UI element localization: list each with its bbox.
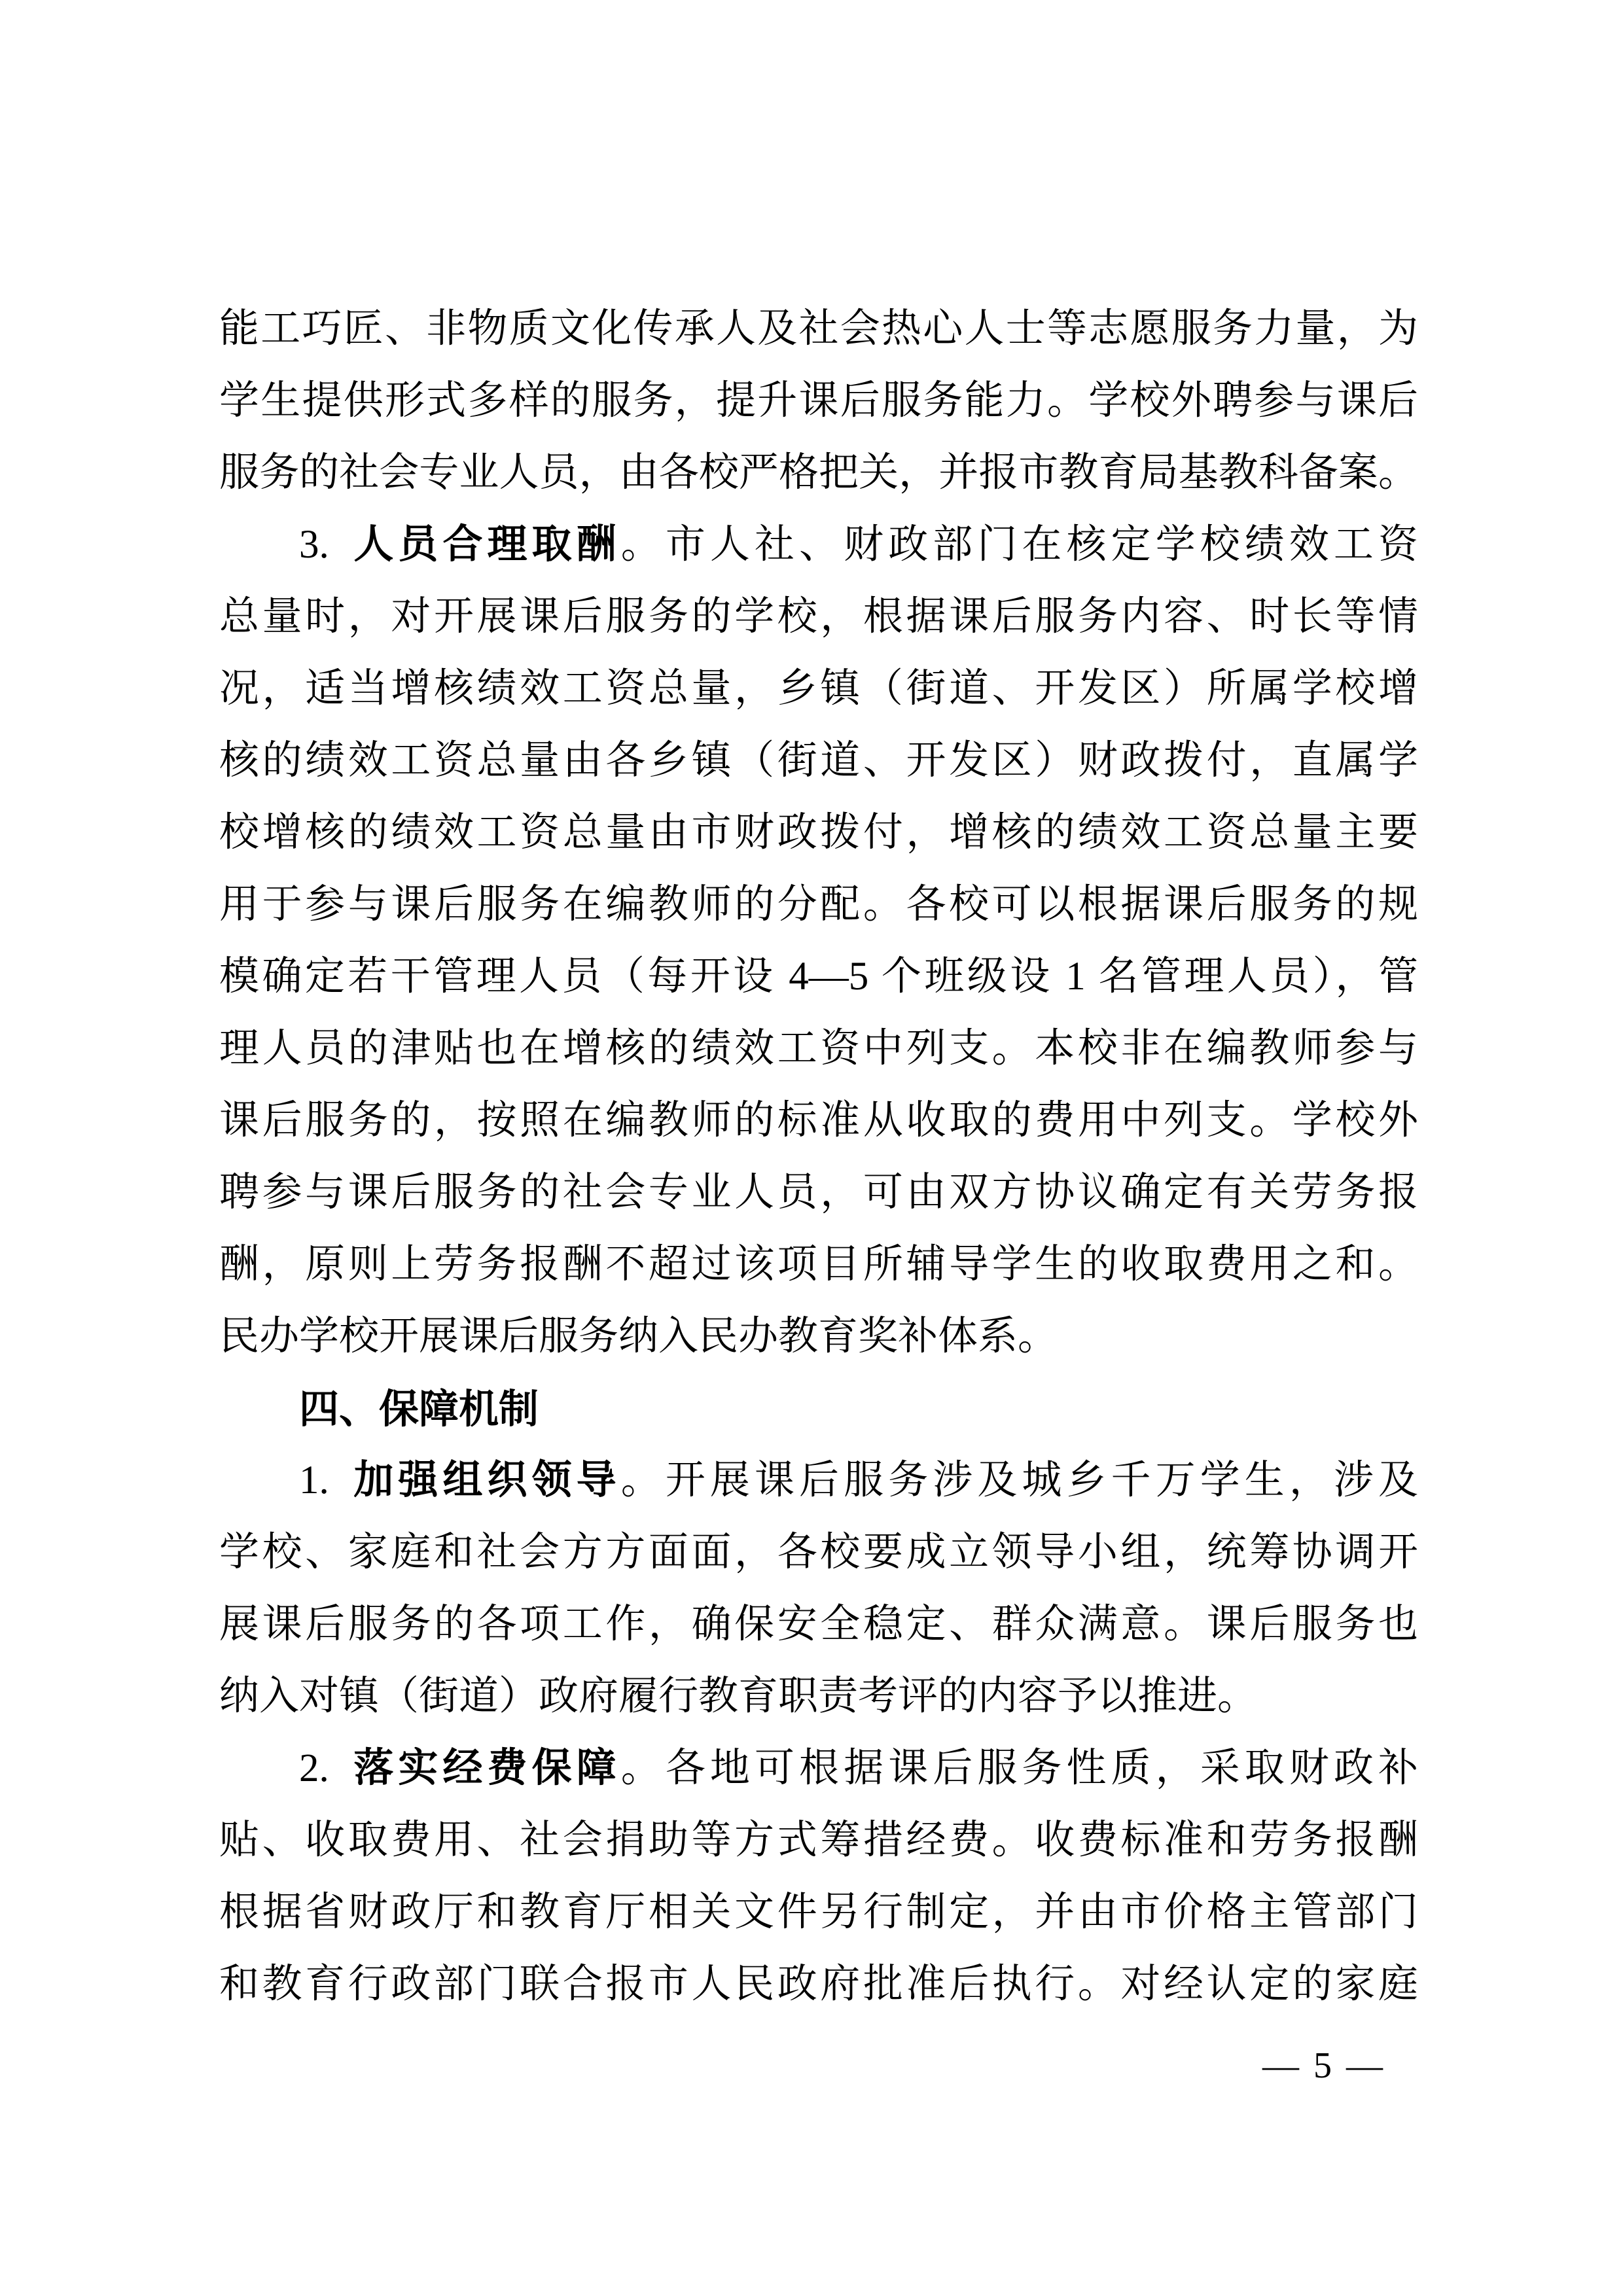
text-line (219, 1085, 1418, 1157)
body-text: 民办学校开展课后服务纳入民办教育奖补体系。 (219, 1315, 1058, 1358)
body-text: 。市人社、财政部门在核定学校绩效工资 (620, 523, 1418, 567)
text-line (219, 1229, 1418, 1301)
text-line (219, 653, 1418, 725)
text-line (219, 869, 1418, 941)
body-text: 1. (299, 1458, 349, 1502)
body-text: 学生提供形式多样的服务，提升课后服务能力。学校外聘参与课后 (219, 379, 1418, 423)
text-line (219, 1805, 1418, 1877)
body-text: 纳入对镇（街道）政府履行教育职责考评的内容予以推进。 (219, 1674, 1258, 1718)
body-text: 2. (299, 1746, 349, 1790)
body-text: 和教育行政部门联合报市人民政府批准后执行。对经认定的家庭 (219, 1962, 1418, 2006)
text-line (219, 1661, 1418, 1733)
body-text: 理人员的津贴也在增核的绩效工资中列支。本校非在编教师参与 (219, 1027, 1418, 1070)
body-text: 贴、收取费用、社会捐助等方式筹措经费。收费标准和劳务报酬 (219, 1818, 1418, 1862)
body-text: 。开展课后服务涉及城乡千万学生，涉及 (620, 1458, 1418, 1502)
body-text: 酬，原则上劳务报酬不超过该项目所辅导学生的收取费用之和。 (219, 1243, 1418, 1286)
body-text: 用于参与课后服务在编教师的分配。各校可以根据课后服务的规 (219, 883, 1418, 927)
body-text: 学校、家庭和社会方方面面，各校要成立领导小组，统筹协调开 (219, 1530, 1418, 1574)
text-line (219, 293, 1418, 365)
text-line (219, 1157, 1418, 1229)
text-line (219, 509, 1418, 581)
emphasized-text: 人员合理取酬 (349, 523, 621, 567)
text-line (219, 1589, 1418, 1661)
body-text: 3. (299, 523, 349, 567)
text-line (219, 1013, 1418, 1085)
emphasized-text: 四、保障机制 (299, 1386, 539, 1431)
section-heading (219, 1373, 1418, 1445)
body-text: 服务的社会专业人员，由各校严格把关，并报市教育局基教科备案。 (219, 451, 1418, 495)
emphasized-text: 落实经费保障 (349, 1746, 621, 1790)
text-line (219, 1949, 1418, 2021)
text-line (219, 1301, 1418, 1373)
document-body (219, 293, 1418, 2021)
body-text: 能工巧匠、非物质文化传承人及社会热心人士等志愿服务力量，为 (219, 307, 1418, 351)
text-line (219, 725, 1418, 797)
text-line (219, 1877, 1418, 1949)
body-text: 展课后服务的各项工作，确保安全稳定、群众满意。课后服务也 (219, 1602, 1418, 1646)
text-line (219, 1733, 1418, 1805)
text-line (219, 941, 1418, 1013)
body-text: 总量时，对开展课后服务的学校，根据课后服务内容、时长等情 (219, 595, 1418, 639)
text-line (219, 581, 1418, 653)
body-text: 根据省财政厅和教育厅相关文件另行制定，并由市价格主管部门 (219, 1890, 1418, 1934)
body-text: 。各地可根据课后服务性质，采取财政补 (620, 1746, 1418, 1790)
emphasized-text: 加强组织领导 (349, 1458, 621, 1502)
text-line (219, 365, 1418, 437)
text-line (219, 1517, 1418, 1589)
body-text: 聘参与课后服务的社会专业人员，可由双方协议确定有关劳务报 (219, 1171, 1418, 1214)
text-line (219, 797, 1418, 869)
body-text: 模确定若干管理人员（每开设 4—5 个班级设 1 名管理人员），管 (219, 955, 1418, 998)
body-text: 课后服务的，按照在编教师的标准从收取的费用中列支。学校外 (219, 1099, 1418, 1142)
body-text: 核的绩效工资总量由各乡镇（街道、开发区）财政拨付，直属学 (219, 739, 1418, 783)
body-text: 校增核的绩效工资总量由市财政拨付，增核的绩效工资总量主要 (219, 811, 1418, 855)
text-line (219, 437, 1418, 509)
text-line (219, 1445, 1418, 1517)
page-number: — 5 — (1262, 2045, 1385, 2086)
body-text: 况，适当增核绩效工资总量，乡镇（街道、开发区）所属学校增 (219, 667, 1418, 711)
